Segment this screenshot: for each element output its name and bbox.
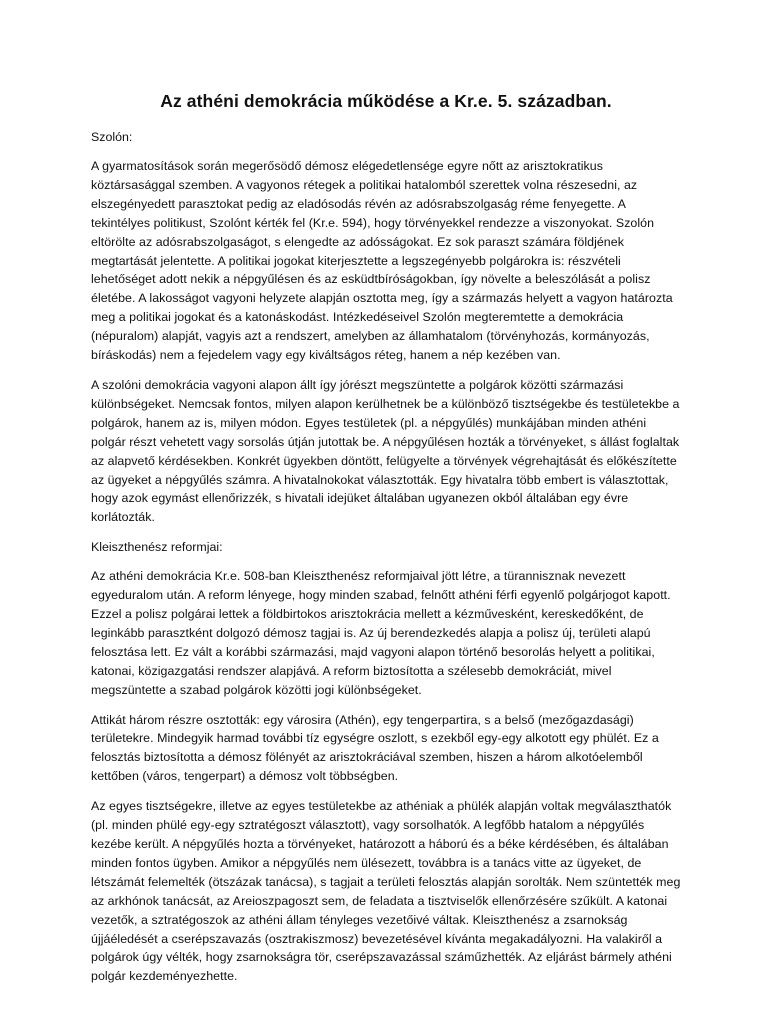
- section-kleiszthenesz: [91, 538, 681, 986]
- paragraph: Az egyes tisztségekre, illetve az egyes testületekbe az athéniak a phülék alapján voltak megválaszthatók (pl. minden phülé egy-egy sztratégoszt választott), vagy sorsolhatók. A legfőbb hatalom a népgyűlés kezébe került. A népgyűlés hozta a törvényeket, határozott a háború és a béke kérdésében, és általában minden fontos ügyben. Amikor a népgyűlés nem ülésezett, továbbra is a tanács vitte az ügyeket, de létszámát felemelték (ötszázak tanácsa), s tagjait a területi felosztás alapján sorolták. Nem szüntették meg az arkhónok tanácsát, az Areioszpagoszt sem, de feladata a tisztviselők ellenőrzésére szűkült. A katonai vezetők, a sztratégoszok az athéni állam tényleges vezetőivé váltak. Kleiszthenész a zsarnokság újjáéledését a cserépszavazás (osztrakiszmosz) bevezetésével kívánta megakadályozni. Ha valakiről a polgárok úgy vélték, hogy zsarnokságra tör, cserépszavazással száműzhették. Az eljárást bármely athéni polgár kezdeményezhette.: [91, 799, 681, 984]
- document-title: Az athéni demokrácia működése a Kr.e. 5. században.: [160, 91, 612, 111]
- paragraph: A szolóni demokrácia vagyoni alapon állt így jórészt megszüntette a polgárok közötti származási különbségeket. Nemcsak fontos, milyen alapon kerülhetnek be a különböző tisztségekbe és testületekbe a polgárok, hanem az is, milyen módon. Egyes testületek (pl. a népgyűlés) munkájában minden athéni polgár részt vehetett vagy sorsolás útján jutottak be. A népgyűlésen hozták a törvényeket, s állást foglaltak az alapvető kérdésekben. Konkrét ügyekben döntött, felügyelte a törvények végrehajtását és előkészítette az ügyeket a népgyűlés számra. A hivatalnokokat választották. Egy hivatalra több embert is választottak, hogy azok egymást ellenőrizzék, s hivatali idejüket általában ugyanezen okból általában egy évre korlátozták.: [91, 377, 680, 525]
- paragraph: Attikát három részre osztották: egy városira (Athén), egy tengerpartira, s a belső (mezőgazdasági) területekre. Mindegyik harmad további tíz egységre oszlott, s ezekből egy-egy alkotott egy phülét. Ez a felosztás biztosította a démosz fölényét az arisztokráciával szemben, hiszen a három alkotóelemből kettőben (város, tengerpart) a démosz volt többségben.: [91, 712, 659, 784]
- paragraph: Az athéni demokrácia Kr.e. 508-ban Kleiszthenész reformjaival jött létre, a türannisznak nevezett egyeduralom után. A reform lényege, hogy minden szabad, felnőtt athéni férfi egyenlő polgárjogot kapott. Ezzel a polisz polgárai lettek a földbirtokos arisztokrácia mellett a kézművesként, kereskedőként, de leginkább parasztként dolgozó démosz tagjai is. Az új berendezkedés alapja a polisz új, területi alapú felosztása lett. Ez vált a korábbi származási, majd vagyoni alapon történő besorolás helyett a politikai, katonai, közigazgatási rendszer alapjává. A reform biztosította a szélesebb demokráciát, mivel megszüntette a szabad polgárok közötti jogi különbségeket.: [91, 569, 671, 697]
- section-szolon: [91, 128, 681, 527]
- section-heading: Kleiszthenész reformjai:: [91, 540, 223, 555]
- paragraph: A gyarmatosítások során megerősödő démosz elégedetlensége egyre nőtt az arisztokratikus köztársasággal szemben. A vagyonos rétegek a politikai hatalomból szerettek volna részesedni, az elszegényedett parasztokat pedig az eladósodás révén az adósrabszolgaság réme fenyegette. A tekintélyes politikust, Szolónt kérték fel (Kr.e. 594), hogy törvényekkel rendezze a viszonyokat. Szolón eltörölte az adósrabszolgaságot, s elengedte az adósságokat. Ez sok paraszt számára földjének megtartását jelentette. A politikai jogokat kiterjesztette a legszegényebb polgárokra is: részvételi lehetőséget adott nekik a népgyűlésen és az esküdtbíróságokban, így növelte a beleszólását a polisz életébe. A lakosságot vagyoni helyzete alapján osztotta meg, így a származás helyett a vagyon határozta meg a politikai jogokat és a katonáskodást. Intézkedéseivel Szolón megteremtette a demokrácia (népuralom) alapját, vagyis azt a rendszert, amelyben az államhatalom (törvényhozás, kormányozás, bíráskodás) nem a fejedelem vagy egy kiváltságos réteg, hanem a nép kezében van.: [91, 159, 673, 363]
- document-page: [91, 88, 681, 997]
- section-heading: Szolón:: [91, 130, 133, 144]
